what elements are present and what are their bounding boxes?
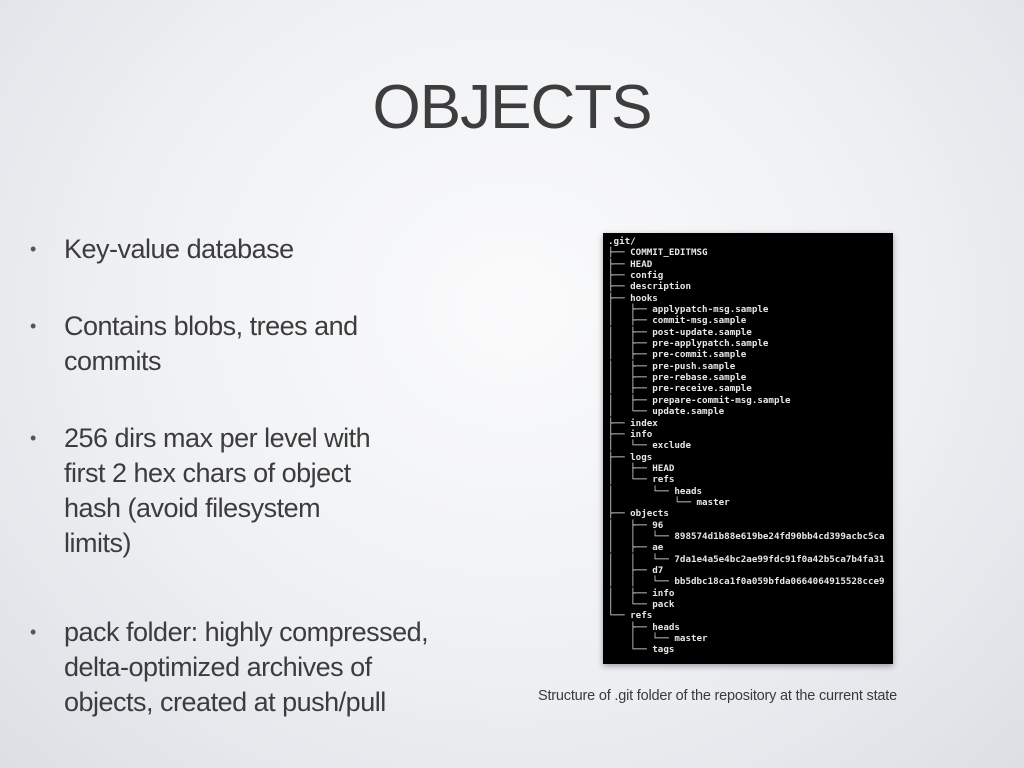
tree-line: ├── objects	[608, 508, 669, 520]
tree-line: │ ├── pre-commit.sample	[608, 349, 747, 361]
bullet-marker: •	[30, 316, 36, 336]
tree-line: │ │ └── 7da1e4a5e4bc2ae99fdc91f0a42b5ca7b4fa31	[608, 553, 885, 565]
slide-title: OBJECTS	[372, 73, 652, 142]
tree-line: .git/	[608, 236, 636, 247]
tree-line: │ └── master	[608, 633, 708, 645]
tree-line: │ └── update.sample	[608, 406, 725, 418]
bullet-marker: •	[30, 239, 36, 259]
tree-line: │ ├── pre-push.sample	[608, 360, 736, 372]
tree-line: │ └── refs	[608, 474, 675, 486]
bullet-text: 256 dirs max per level with first 2 hex chars of object hash (avoid filesystem limits)	[64, 423, 371, 558]
tree-line: │ ├── post-update.sample	[608, 326, 752, 338]
tree-line: │ ├── ae	[608, 542, 664, 554]
tree-line: ├── hooks	[608, 292, 658, 304]
tree-line: ├── HEAD	[608, 258, 653, 270]
tree-line: └── tags	[608, 644, 675, 656]
tree-line: │ ├── prepare-commit-msg.sample	[608, 394, 791, 406]
tree-line: ├── description	[608, 281, 691, 293]
tree-line: ├── COMMIT_EDITMSG	[608, 247, 708, 259]
tree-line: │ ├── pre-applypatch.sample	[608, 338, 769, 350]
tree-line: ├── heads	[608, 621, 680, 633]
tree-line: │ ├── commit-msg.sample	[608, 315, 747, 327]
tree-line: ├── index	[608, 417, 658, 429]
git-tree-screenshot	[603, 233, 893, 664]
bullet-marker: •	[30, 622, 36, 642]
bullet-text: Key-value database	[64, 234, 294, 264]
tree-line: │ └── pack	[608, 599, 675, 610]
tree-line: │ │ └── 898574d1b88e619be24fd90bb4cd399acbc5ca	[608, 530, 885, 542]
tree-line: ├── logs	[608, 451, 653, 463]
bullet-text: pack folder: highly compressed, delta-optimized archives of objects, created at push/pull	[64, 617, 429, 717]
tree-line: │ └── exclude	[608, 440, 691, 452]
bullet-item	[30, 309, 500, 379]
tree-line: ├── info	[608, 428, 653, 440]
bullet-item	[30, 232, 500, 267]
bullet-marker: •	[30, 428, 36, 448]
bullet-item	[30, 615, 500, 720]
bullet-item	[30, 421, 500, 561]
image-caption: Structure of .git folder of the repository at the current state	[538, 688, 897, 704]
tree-line: │ │ └── bb5dbc18ca1f0a059bfda0664064915528cce9	[608, 576, 885, 588]
bullet-text: Contains blobs, trees and commits	[64, 311, 358, 376]
tree-line: │ ├── applypatch-msg.sample	[608, 304, 769, 316]
tree-line: └── refs	[608, 610, 653, 622]
tree-line: │ ├── d7	[608, 564, 664, 576]
tree-line: │ ├── pre-rebase.sample	[608, 372, 747, 384]
tree-line: ├── config	[608, 270, 664, 282]
tree-line: │ ├── info	[608, 587, 675, 599]
tree-line: │ ├── 96	[608, 519, 664, 531]
tree-line: │ ├── HEAD	[608, 462, 675, 474]
tree-line: │ └── heads	[608, 485, 703, 497]
tree-line: │ ├── pre-receive.sample	[608, 383, 752, 395]
tree-line: │ └── master	[608, 496, 730, 508]
